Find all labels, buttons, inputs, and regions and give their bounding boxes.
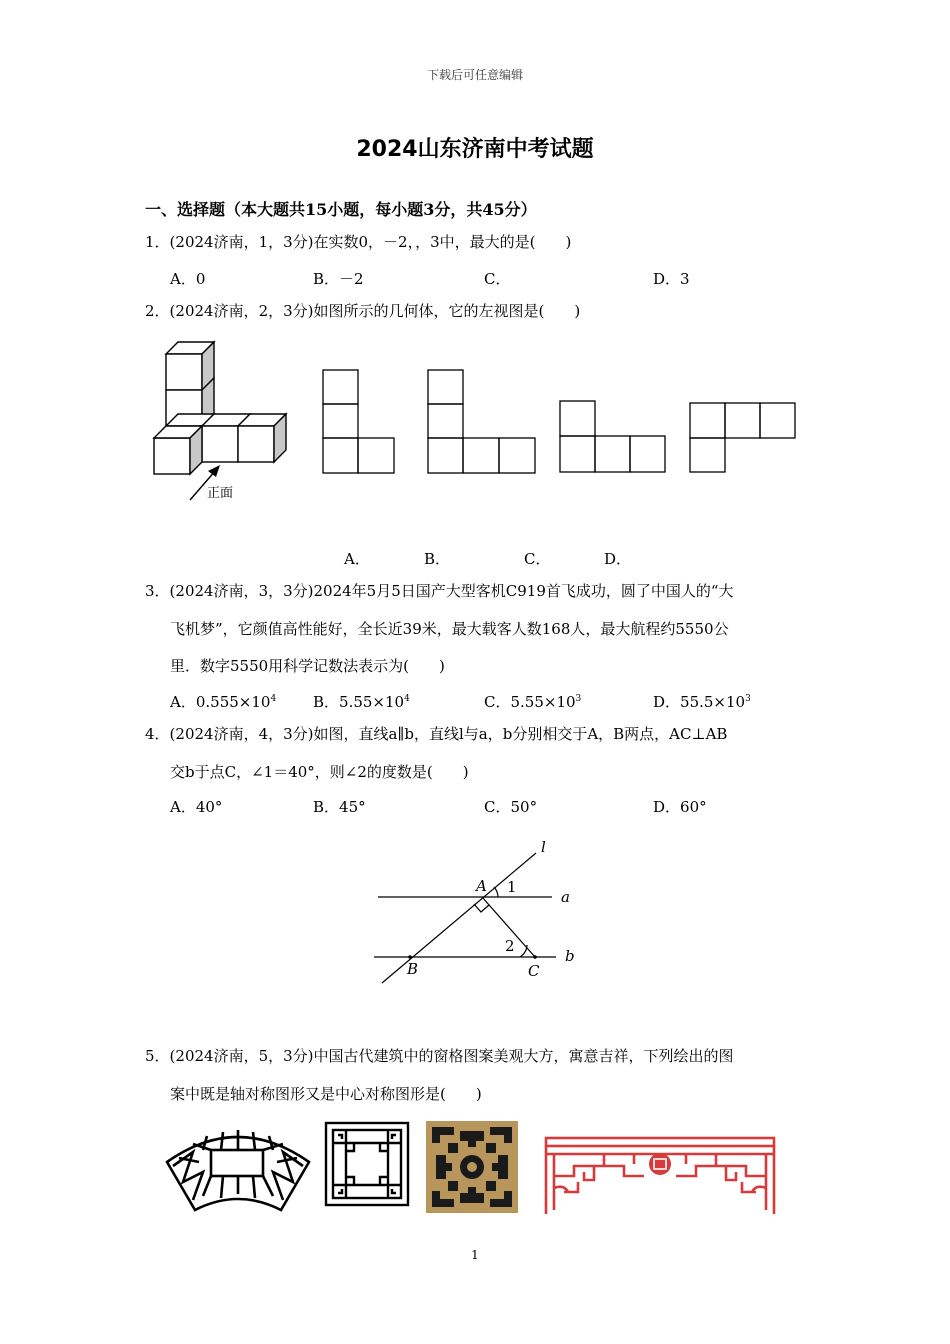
q4-option-b: B．45° [313,798,366,816]
label-B: B [407,960,419,978]
front-label: 正面 [207,486,234,501]
page-number: 1 [471,1248,479,1262]
page-title: 2024山东济南中考试题 [356,137,594,162]
lattice-square-pattern [324,1121,410,1207]
question-3-line-2: 飞机梦”，它颜值高性能好，全长近39米，最大载客人数168人，最大航程约5550公 [170,620,729,638]
q1-option-d: D．3 [653,270,690,288]
view-option-b [427,369,537,475]
q2-option-a: A． [344,550,370,568]
lattice-fan-pattern [163,1122,313,1214]
question-5-line-2: 案中既是轴对称图形又是中心对称图形是( ) [170,1085,482,1103]
q3-option-a: A．$0.555\times 10^4$ [170,693,277,711]
q4-option-d: D．60° [653,798,707,816]
question-4-line-1: 4．(2024济南，4，3分)如图，直线a∥b，直线l与a，b分别相交于A，B两点，AC⊥AB [145,725,728,743]
label-b: b [565,947,575,965]
q2-option-c: C． [524,550,551,568]
q1-option-c: C． [484,270,511,288]
lattice-red-arch-pattern [544,1136,776,1214]
geometry-figure [370,835,580,990]
q4-option-c: C．50° [484,798,538,816]
view-option-d [689,402,797,474]
section-heading: 一、选择题（本大题共15小题，每小题3分，共45分） [145,200,537,219]
question-4-line-2: 交b于点C，∠1＝40°，则∠2的度数是( ) [170,763,469,781]
q3-option-d: D．$55.5\times 10^3$ [653,693,751,711]
view-option-c [559,400,667,474]
q3-option-c: C．$5.55\times 10^3$ [484,693,582,711]
header-note: 下载后可任意编辑 [426,68,523,82]
question-1-text: 1．(2024济南，1，3分)在实数0，－2，，3中，最大的是( ) [145,233,572,251]
q1-option-a: A．0 [170,270,206,288]
q2-option-d: D． [604,550,632,568]
label-C: C [528,962,540,980]
question-5-line-1: 5．(2024济南，5，3分)中国古代建筑中的窗格图案美观大方，寓意吉祥，下列绘出的图 [145,1047,734,1065]
q2-option-b: B． [424,550,451,568]
view-option-a [322,369,396,475]
q3-option-b: B．$5.55\times 10^4$ [313,693,410,711]
label-A: A [476,877,487,895]
lattice-brown-pattern [426,1121,518,1213]
question-2-text: 2．(2024济南，2，3分)如图所示的几何体，它的左视图是( ) [145,302,581,320]
label-angle-1: 1 [507,878,517,896]
question-3-line-3: 里．数字5550用科学记数法表示为( ) [170,657,445,675]
question-3-line-1: 3．(2024济南，3，3分)2024年5月5日国产大型客机C919首飞成功，圆了中国人的“大 [145,582,734,600]
q1-option-b: B．－2 [313,270,364,288]
label-angle-2: 2 [505,937,515,955]
label-a: a [561,888,570,906]
q4-option-a: A．40° [170,798,223,816]
label-l: l [541,838,546,856]
